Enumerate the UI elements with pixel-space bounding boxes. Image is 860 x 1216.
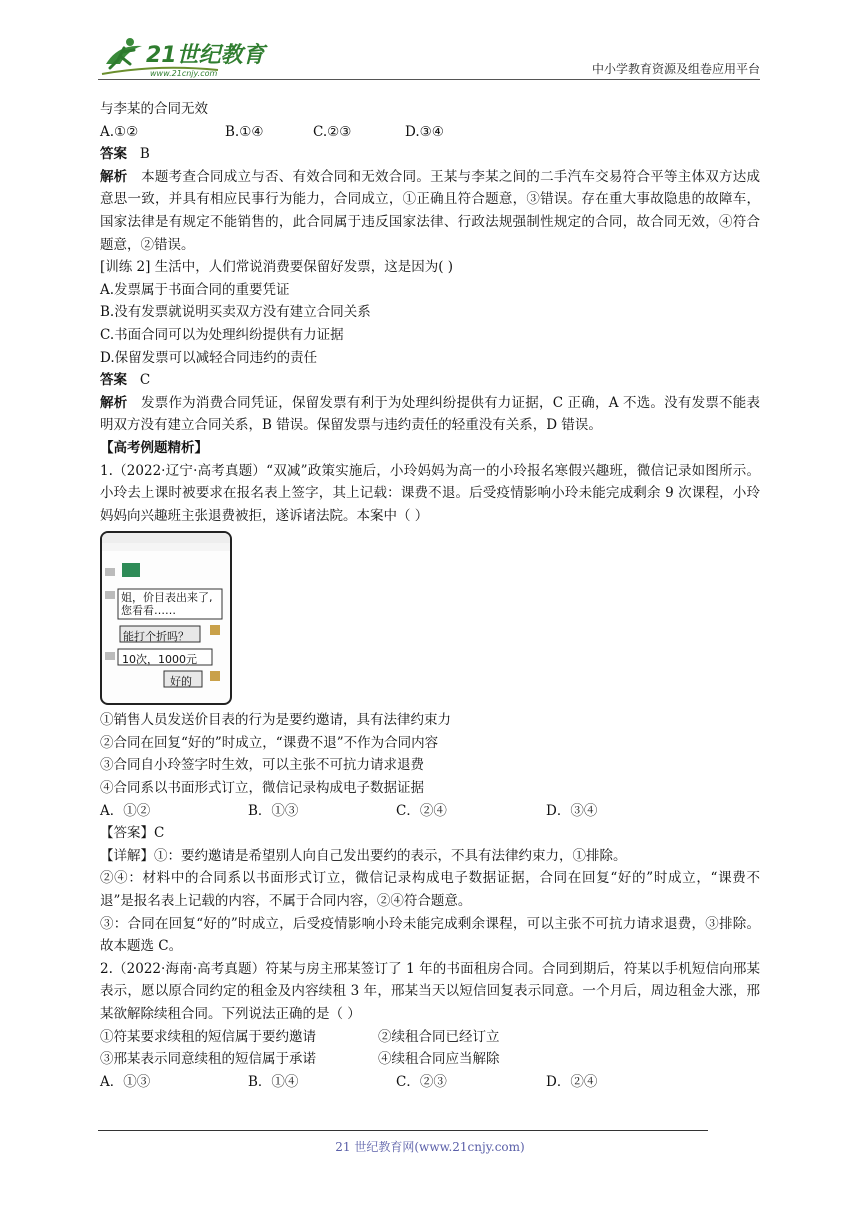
- exam-question-2: 2.（2022·海南·高考真题）符某与房主邢某签订了 1 年的书面租房合同。合同到期后，符某以手机短信向邢某表示，愿以原合同约定的租金及内容续租 3 年，邢某当天以短信回复表示同意。一个月后，周边租金大涨，邢某欲解除续租合同。下列说法正确的是（ ）: [100, 960, 760, 1022]
- answer-2: [100, 369, 760, 392]
- option-b: B.①④: [225, 123, 264, 140]
- q2-statement-2: ②续租合同已经订立: [378, 1028, 500, 1045]
- q1-statement-4: ④合同系以书面形式订立，微信记录构成电子数据证据: [100, 780, 424, 797]
- q2-options: [100, 1071, 760, 1094]
- question-options: [100, 121, 760, 144]
- wechat-screenshot: [100, 531, 232, 705]
- section-title: 【高考例题精析】: [100, 439, 208, 456]
- option-c: C.②③: [313, 123, 352, 140]
- option-a: A.①②: [100, 123, 139, 140]
- chat-illustration: [102, 533, 230, 703]
- q1-detail-3: ③：合同在回复“好的”时成立，后受疫情影响小玲未能完成剩余课程，可以主张不可抗力请求退费，③排除。 故本题选 C。: [100, 915, 760, 955]
- option-a: A．①③: [100, 1073, 151, 1090]
- explanation-label: 解析: [100, 394, 128, 411]
- q1-options: [100, 800, 760, 823]
- header-divider: [98, 79, 760, 80]
- q1-statement-1: ①销售人员发送价目表的行为是要约邀请，具有法律约束力: [100, 712, 451, 729]
- q2-statement-4: ④续租合同应当解除: [378, 1051, 500, 1068]
- chat-message-3: 10次，1000元: [122, 653, 197, 667]
- platform-name: 中小学教育资源及组卷应用平台: [591, 62, 760, 76]
- q2-statement-1: ①符某要求续租的短信属于要约邀请: [100, 1028, 316, 1045]
- exam-question-1: 1.（2022·辽宁·高考真题）“双减”政策实施后，小玲妈妈为高一的小玲报名寒假兴趣班，微信记录如图所示。小玲去上课时被要求在报名表上签字，其上记载：课费不退。后受疫情影响小玲未能完成剩余 9 次课程，小玲妈妈向兴趣班主张退费被拒，遂诉诸法院。本案中（ ）: [100, 462, 760, 524]
- q2-statements-row-2: [100, 1048, 760, 1071]
- option-c: C．②④: [396, 802, 447, 819]
- explanation-text: 本题考查合同成立与否、有效合同和无效合同。王某与李某之间的二手汽车交易符合平等主体双方达成意思一致，并具有相应民事行为能力，合同成立，①正确且符合题意，③错误。存在重大事故隐患的故障车，国家法律是有规定不能销售的，此合同属于违反国家法律、行政法规强制性规定的合同，故合同无效，④符合题意，②错误。: [100, 168, 761, 253]
- site-logo: [98, 34, 268, 78]
- chat-message-2: 能打个折吗？: [123, 630, 189, 644]
- option-d: D．③④: [546, 802, 598, 819]
- q1-statement-3: ③合同自小玲签字时生效，可以主张不可抗力请求退费: [100, 757, 424, 774]
- q1-statement-2: ②合同在回复“好的”时成立，“课费不退”不作为合同内容: [100, 734, 439, 751]
- question-tail: 与李某的合同无效: [100, 101, 208, 117]
- page-header: [98, 28, 760, 80]
- option-c: C．②③: [396, 1073, 447, 1090]
- explanation-2: [100, 392, 760, 437]
- q1-detail-2: ②④：材料中的合同系以书面形式订立，微信记录构成电子数据证据，合同在回复“好的”时成立，“课费不退”是报名表上记载的内容，不属于合同内容，②④符合题意。: [100, 870, 760, 910]
- svg-text:www.21cnjy.com: www.21cnjy.com: [150, 69, 218, 78]
- answer-value: B: [139, 146, 150, 163]
- training-2-question: [训练 2] 生活中，人们常说消费要保留好发票，这是因为( ): [100, 259, 454, 276]
- q2-statement-3: ③邢某表示同意续租的短信属于承诺: [100, 1051, 316, 1068]
- training-2-option-a: A.发票属于书面合同的重要凭证: [100, 281, 290, 298]
- explanation-text: 发票作为消费合同凭证，保留发票有利于为处理纠纷提供有力证据，C 正确，A 不选。没有发票不能表明双方没有建立合同关系，B 错误。保留发票与违约责任的轻重没有关系，D 错误。: [100, 394, 760, 434]
- footer-divider: [98, 1130, 708, 1131]
- option-a: A．①②: [100, 802, 151, 819]
- answer-label: 答案: [100, 146, 127, 163]
- answer-label: 答案: [100, 372, 127, 389]
- training-2-option-b: B.没有发票就说明买卖双方没有建立合同关系: [100, 304, 371, 321]
- svg-text:21世纪教育: 21世纪教育: [146, 43, 265, 68]
- training-2-option-c: C.书面合同可以为处理纠纷提供有力证据: [100, 326, 344, 343]
- explanation-1: [100, 166, 760, 256]
- answer-1: [100, 143, 760, 166]
- chat-message-4: 好的: [170, 675, 192, 689]
- explanation-label: 解析: [100, 168, 128, 185]
- q1-answer: 【答案】C: [100, 825, 165, 842]
- option-b: B．①④: [248, 1073, 299, 1090]
- training-2-option-d: D.保留发票可以减轻合同违约的责任: [100, 349, 318, 366]
- option-d: D．②④: [546, 1073, 598, 1090]
- option-d: D.③④: [405, 123, 444, 140]
- answer-value: C: [139, 372, 151, 389]
- option-b: B．①③: [248, 802, 299, 819]
- footer-text: 21 世纪教育网(www.21cnjy.com): [335, 1140, 525, 1154]
- document-body: [100, 98, 760, 1093]
- q2-statements-row-1: [100, 1026, 760, 1049]
- q1-detail-1: 【详解】①：要约邀请是希望别人向自己发出要约的表示，不具有法律约束力，①排除。: [100, 847, 627, 864]
- chat-message-1: 姐，价目表出来了,您看看……: [121, 591, 213, 618]
